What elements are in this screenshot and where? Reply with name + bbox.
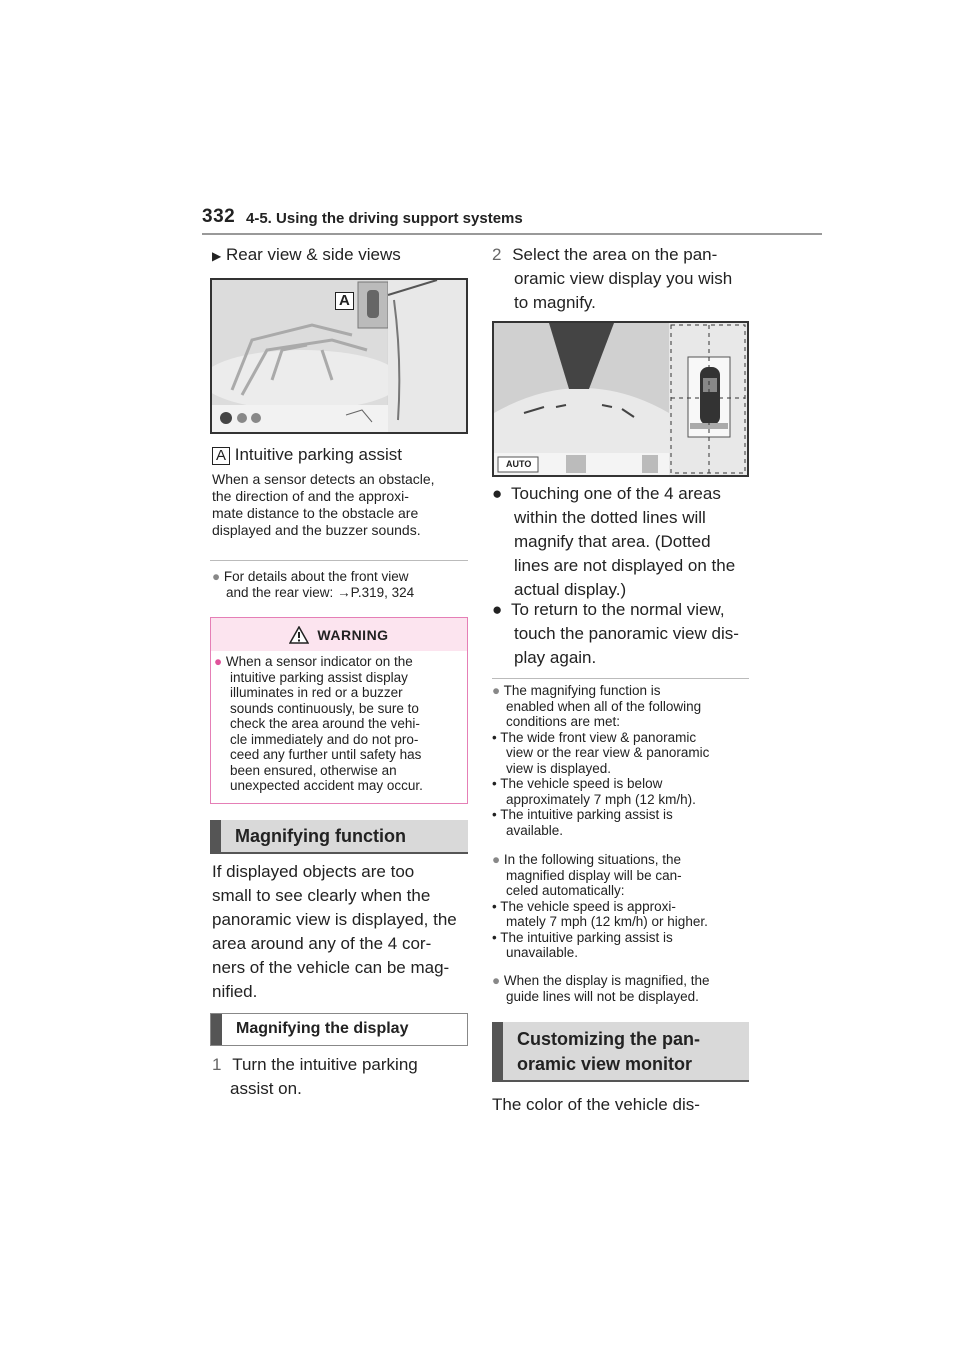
section-title: 4-5. Using the driving support systems xyxy=(246,210,523,227)
magnify-paragraph: If displayed objects are too small to see clearly when the panoramic view is displayed, the area around any of the 4 cor- ners of the vehicle can be mag- nified. xyxy=(212,862,457,1001)
customize-paragraph: The color of the vehicle dis- xyxy=(492,1095,700,1114)
magnifying-function-heading: Magnifying function xyxy=(210,820,468,854)
note-bullet-icon: ● xyxy=(492,973,501,988)
warning-bullet-icon: ● xyxy=(214,654,223,669)
arrow-ref-icon: → xyxy=(337,584,351,600)
warning-title: WARNING xyxy=(317,626,389,643)
bullet-return-normal: ● To return to the normal view, touch the panoramic view dis- play again. xyxy=(492,600,739,667)
label-a-box: A xyxy=(212,447,230,465)
figure-label-a: A xyxy=(335,292,354,310)
customizing-heading: Customizing the pan- oramic view monitor xyxy=(492,1022,749,1082)
rear-view-figure xyxy=(210,278,468,434)
triangle-bullet-icon: ▶ xyxy=(212,249,222,263)
note-bullet-icon: ● xyxy=(492,683,501,698)
bullet-touch-areas: ● Touching one of the 4 areas within the dotted lines will magnify that area. (Dotted lines are not displayed on the actual display.) xyxy=(492,484,736,599)
warning-header xyxy=(211,618,467,651)
rear-side-heading: ▶ Rear view & side views xyxy=(212,245,401,264)
warning-triangle-icon xyxy=(289,626,309,644)
page-number: 332 xyxy=(202,206,236,227)
note-bullet-icon: ● xyxy=(212,569,221,584)
panoramic-view-figure xyxy=(492,321,749,477)
magnify-conditions-note: ● The magnifying function is enabled when all of the following conditions are met: • The wide front view & panoramic view or the rear view & panoramic view is displayed. • The vehicle speed is below approximately 7 mph (12 km/h). • The intuitive parking assist is available. xyxy=(492,683,710,838)
filled-bullet-icon: ● xyxy=(492,484,503,503)
warning-text: ● When a sensor indicator on the intuitive parking assist display illuminates in red or a buzzer sounds continuously, be sure to check the area around the vehi- cle immediately and do not pro- ceed any further until safety has been ensured, otherwise an unexpected accident may occur. xyxy=(214,654,423,793)
figure-caption: When a sensor detects an obstacle, the direction of and the approxi- mate distance to the obstacle are displayed and the buzzer sounds. xyxy=(212,471,435,538)
figure-label-line: A Intuitive parking assist xyxy=(212,443,402,467)
note-bullet-icon: ● xyxy=(492,852,501,867)
header-rule xyxy=(202,233,822,235)
panoramic-view-illustration xyxy=(494,323,747,475)
front-rear-note: ● For details about the front view and the rear view: →P.319, 324 xyxy=(212,569,415,600)
filled-bullet-icon: ● xyxy=(492,600,503,619)
magnify-cancel-note: ● In the following situations, the magnified display will be can- celed automatically: • The vehicle speed is approxi- mately 7 mph (12 km/h) or higher. • The intuitive parking assist is unavailable. xyxy=(492,852,708,960)
separator xyxy=(492,678,749,679)
warning-box xyxy=(210,617,468,804)
step-1: 1 Turn the intuitive parking assist on. xyxy=(212,1055,418,1098)
step-2: 2 Select the area on the pan- oramic view display you wish to magnify. xyxy=(492,245,733,312)
guide-lines-note: ● When the display is magnified, the guide lines will not be displayed. xyxy=(492,973,710,1004)
separator xyxy=(210,560,468,561)
magnifying-display-subheading: Magnifying the display xyxy=(210,1013,468,1046)
auto-label: AUTO xyxy=(506,459,532,469)
